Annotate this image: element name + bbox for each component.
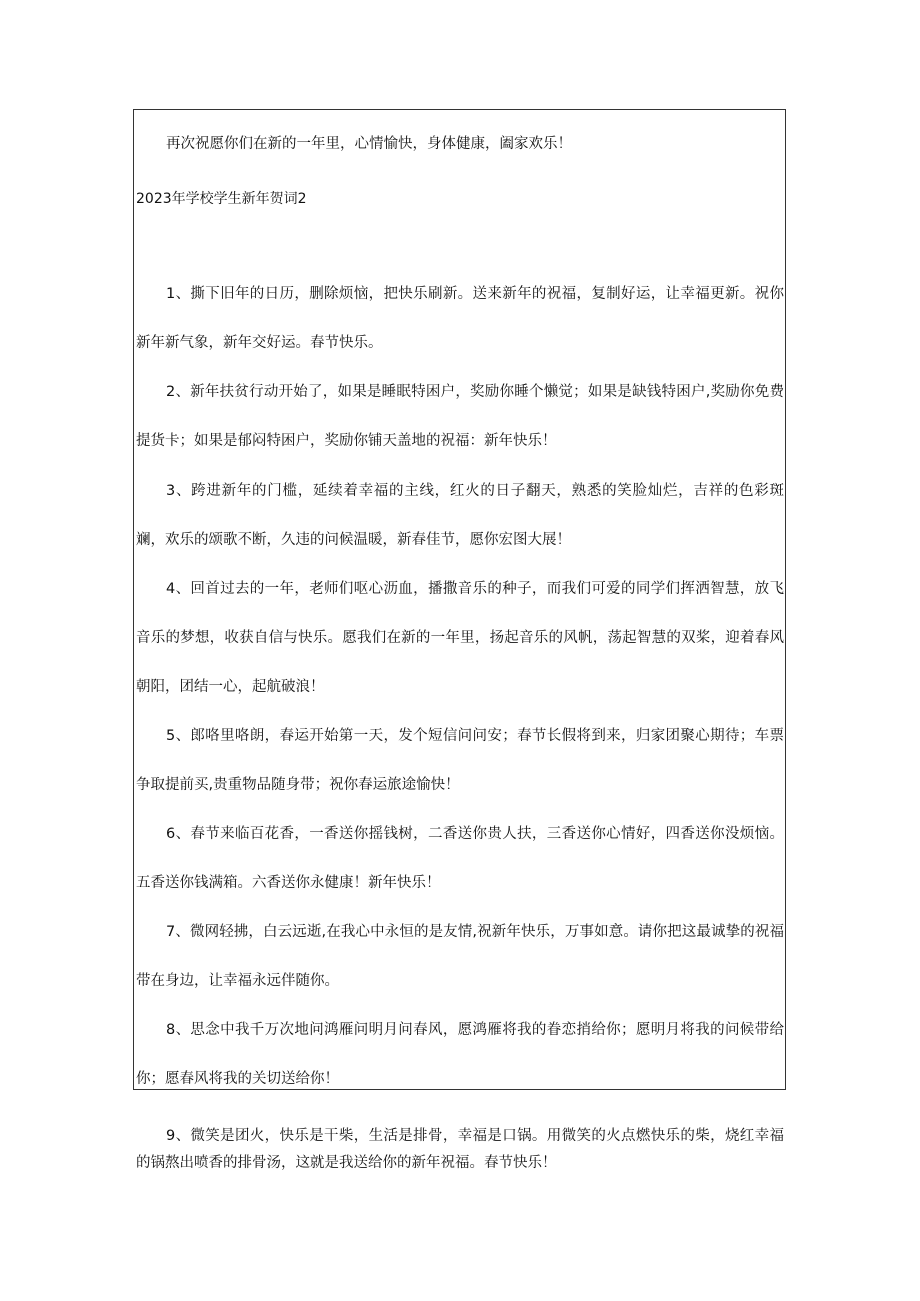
item-8-line-1: 8、思念中我千万次地问鸿雁问明月问春风，愿鸿雁将我的眷恋捎给你；愿明月将我的问候带给 xyxy=(166,1022,784,1038)
item-5-line-2: 争取提前买,贵重物品随身带；祝你春运旅途愉快！ xyxy=(136,777,460,793)
item-7-line-1: 7、微网轻拂，白云远逝,在我心中永恒的是友情,祝新年快乐，万事如意。请你把这最诚挚的祝福 xyxy=(166,924,784,940)
item-1-line-2: 新年新气象，新年交好运。春节快乐。 xyxy=(136,335,383,351)
item-9-line-2: 的锅熬出喷香的排骨汤，这就是我送给你的新年祝福。春节快乐！ xyxy=(136,1155,557,1171)
item-4-line-1: 4、回首过去的一年，老师们呕心沥血，播撒音乐的种子，而我们可爱的同学们挥洒智慧，放飞 xyxy=(166,581,784,597)
item-9-line-1: 9、微笑是团火，快乐是干柴，生活是排骨，幸福是口锅。用微笑的火点燃快乐的柴，烧红幸福 xyxy=(166,1128,784,1144)
item-4-line-3: 朝阳，团结一心，起航破浪！ xyxy=(136,679,325,695)
item-7-line-2: 带在身边，让幸福永远伴随你。 xyxy=(136,973,339,989)
item-4-line-2: 音乐的梦想，收获自信与快乐。愿我们在新的一年里，扬起音乐的风帆，荡起智慧的双桨，迎着春风 xyxy=(136,630,784,646)
item-3-line-2: 斓，欢乐的颂歌不断，久违的问候温暖，新春佳节，愿你宏图大展！ xyxy=(136,532,571,548)
item-3-line-1: 3、跨进新年的门槛，延续着幸福的主线，红火的日子翻天，熟悉的笑脸灿烂，吉祥的色彩斑 xyxy=(166,483,784,499)
closing-wish: 再次祝愿你们在新的一年里，心情愉快，身体健康，阖家欢乐！ xyxy=(166,136,572,152)
section-title: 2023年学校学生新年贺词2 xyxy=(136,191,307,207)
item-5-line-1: 5、郎咯里咯朗，春运开始第一天，发个短信问问安；春节长假将到来，归家团聚心期待；车票 xyxy=(166,728,784,744)
item-8-line-2: 你；愿春风将我的关切送给你！ xyxy=(136,1071,339,1087)
item-6-line-1: 6、春节来临百花香，一香送你摇钱树，二香送你贵人扶，三香送你心情好，四香送你没烦恼。 xyxy=(166,826,784,842)
item-2-line-1: 2、新年扶贫行动开始了，如果是睡眠特困户，奖励你睡个懒觉；如果是缺钱特困户,奖励你免费 xyxy=(166,384,784,400)
item-6-line-2: 五香送你钱满箱。六香送你永健康！新年快乐！ xyxy=(136,875,441,891)
text-frame xyxy=(133,109,786,1090)
item-2-line-2: 提货卡；如果是郁闷特困户，奖励你铺天盖地的祝福：新年快乐！ xyxy=(136,433,557,449)
item-1-line-1: 1、撕下旧年的日历，删除烦恼，把快乐刷新。送来新年的祝福，复制好运，让幸福更新。祝你 xyxy=(166,286,784,302)
